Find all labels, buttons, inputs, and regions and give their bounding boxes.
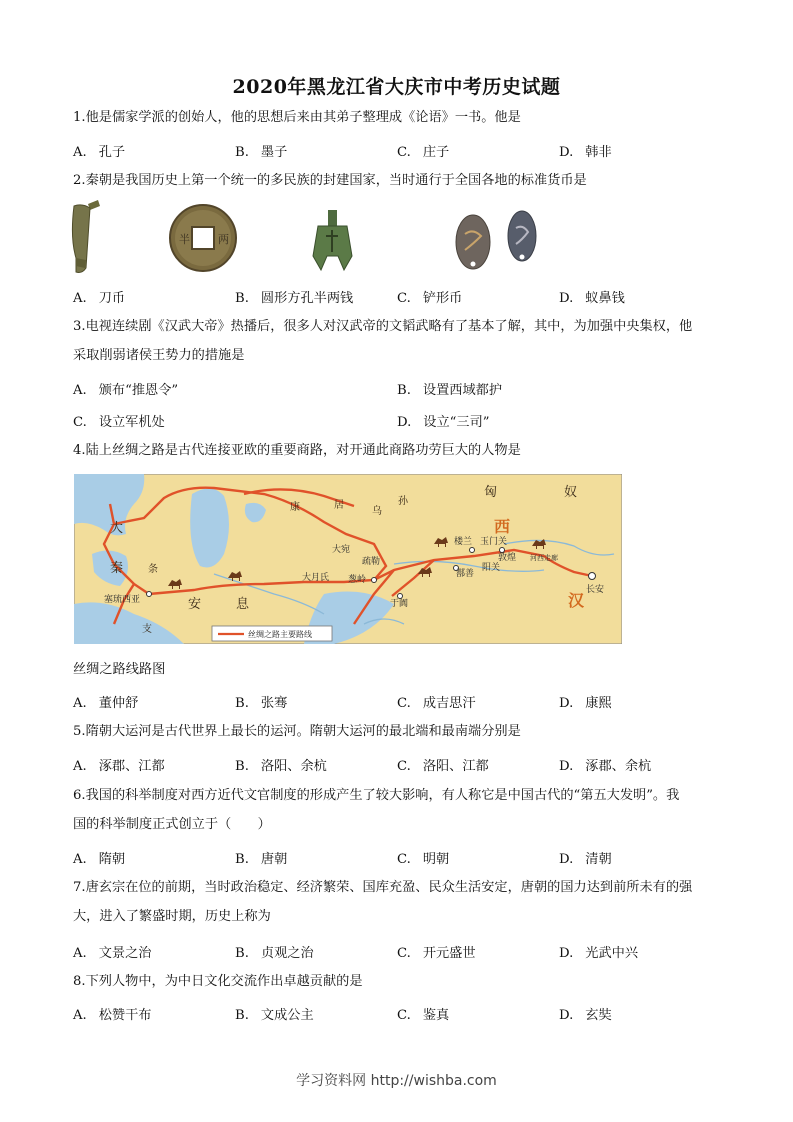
- svg-text:条: 条: [148, 564, 158, 575]
- option-a[interactable]: A. 刀币: [73, 291, 126, 306]
- question-6-stem: [73, 781, 723, 839]
- question-2-options: [73, 287, 723, 311]
- option-a[interactable]: A. 松赞干布: [73, 1008, 152, 1023]
- option-c[interactable]: C. 开元盛世: [397, 946, 476, 961]
- svg-text:玉门关: 玉门关: [480, 537, 508, 547]
- option-c[interactable]: C. 鉴真: [397, 1008, 450, 1023]
- svg-text:秦: 秦: [110, 561, 124, 576]
- svg-text:匈: 匈: [484, 485, 498, 500]
- ant-nose-coin-icon: [456, 211, 536, 269]
- svg-text:居: 居: [334, 500, 344, 511]
- page-title: 2020年黑龙江省大庆市中考历史试题: [232, 76, 561, 98]
- svg-text:奴: 奴: [564, 485, 578, 500]
- question-3-stem: [73, 312, 723, 370]
- option-a[interactable]: A. 文景之治: [73, 946, 152, 961]
- option-b[interactable]: B. 文成公主: [235, 1008, 314, 1023]
- silk-road-map: [74, 474, 622, 644]
- option-d[interactable]: D. 蚁鼻钱: [559, 291, 625, 306]
- option-b[interactable]: B. 张骞: [235, 696, 288, 711]
- map-caption: 丝绸之路线路图: [73, 662, 166, 677]
- option-a[interactable]: A. 孔子: [73, 145, 126, 160]
- map-label-han: 汉: [568, 591, 585, 610]
- question-8-options: [73, 1004, 723, 1028]
- question-6-options: [73, 848, 723, 872]
- option-a[interactable]: A. 董仲舒: [73, 696, 139, 711]
- option-c[interactable]: C. 成吉思汗: [397, 696, 476, 711]
- svg-text:阳关: 阳关: [482, 563, 501, 573]
- question-5-options: [73, 755, 723, 779]
- page-footer: 学习资料网 http://wishba.com: [296, 1073, 497, 1089]
- question-7-stem: [73, 873, 723, 931]
- option-b[interactable]: B. 洛阳、余杭: [235, 759, 327, 774]
- option-b[interactable]: B. 圆形方孔半两钱: [235, 291, 354, 306]
- svg-text:息: 息: [236, 597, 250, 612]
- svg-text:敦煌: 敦煌: [498, 553, 517, 563]
- svg-text:两: 两: [218, 233, 229, 246]
- question-3-options-row-2: [73, 411, 723, 435]
- option-b[interactable]: B. 设置西域都护: [397, 383, 503, 398]
- svg-text:大宛: 大宛: [332, 545, 351, 555]
- question-6-stem-line-2: 国的科举制度正式创立于（ ）: [73, 817, 271, 832]
- map-legend: [212, 626, 332, 641]
- option-a[interactable]: A. 隋朝: [73, 852, 126, 867]
- svg-text:塞琉西亚: 塞琉西亚: [104, 595, 141, 605]
- question-7-stem-line-2: 大，进入了繁盛时期，历史上称为: [73, 909, 271, 924]
- option-d[interactable]: D. 康熙: [559, 696, 612, 711]
- svg-text:康: 康: [290, 502, 300, 513]
- knife-coin-icon: [72, 200, 100, 273]
- spade-coin-icon: [313, 210, 352, 270]
- svg-text:于阗: 于阗: [390, 599, 409, 609]
- option-c[interactable]: C. 明朝: [397, 852, 450, 867]
- question-7-options: [73, 942, 723, 966]
- svg-text:乌: 乌: [372, 506, 382, 517]
- option-c[interactable]: C. 设立军机处: [73, 415, 165, 430]
- question-1-options: [73, 141, 723, 165]
- svg-text:大: 大: [110, 521, 124, 536]
- option-d[interactable]: D. 设立“三司”: [397, 415, 490, 430]
- option-d[interactable]: D. 玄奘: [559, 1008, 612, 1023]
- question-1-stem: 1.他是儒家学派的创始人，他的思想后来由其弟子整理成《论语》一书。他是: [73, 110, 521, 125]
- option-a[interactable]: A. 涿郡、江都: [73, 759, 165, 774]
- svg-text:葱岭: 葱岭: [348, 575, 367, 585]
- option-c[interactable]: C. 庄子: [397, 145, 450, 160]
- svg-text:鄯善: 鄯善: [456, 569, 475, 579]
- svg-text:楼兰: 楼兰: [454, 537, 473, 547]
- svg-text:大月氏: 大月氏: [302, 573, 330, 583]
- question-4-options: [73, 692, 723, 716]
- map-label-xi: 西: [494, 517, 511, 536]
- svg-text:安: 安: [188, 597, 202, 612]
- option-d[interactable]: D. 光武中兴: [559, 946, 639, 961]
- option-d[interactable]: D. 韩非: [559, 145, 612, 160]
- option-a[interactable]: A. 颁布“推恩令”: [73, 383, 179, 398]
- coin-images: [60, 198, 560, 280]
- question-3-stem-line-2: 采取削弱诸侯王势力的措施是: [73, 348, 245, 363]
- svg-text:半: 半: [179, 233, 190, 246]
- question-2-stem: 2.秦朝是我国历史上第一个统一的多民族的封建国家，当时通行于全国各地的标准货币是: [73, 173, 587, 188]
- svg-text:河西走廊: 河西走廊: [530, 554, 558, 562]
- option-d[interactable]: D. 清朝: [559, 852, 612, 867]
- question-3-options-row-1: [73, 379, 723, 403]
- option-b[interactable]: B. 贞观之治: [235, 946, 314, 961]
- option-d[interactable]: D. 涿郡、余杭: [559, 759, 652, 774]
- svg-text:孙: 孙: [398, 496, 408, 507]
- svg-text:丝绸之路主要路线: 丝绸之路主要路线: [248, 630, 312, 639]
- option-c[interactable]: C. 洛阳、江都: [397, 759, 489, 774]
- option-b[interactable]: B. 墨子: [235, 145, 288, 160]
- question-8-stem: 8.下列人物中，为中日文化交流作出卓越贡献的是: [73, 974, 363, 989]
- option-c[interactable]: C. 铲形币: [397, 291, 463, 306]
- round-coin-icon: [170, 205, 236, 271]
- svg-text:疏勒: 疏勒: [362, 557, 381, 567]
- question-4-stem: 4.陆上丝绸之路是古代连接亚欧的重要商路，对开通此商路功劳巨大的人物是: [73, 443, 521, 458]
- option-b[interactable]: B. 唐朝: [235, 852, 288, 867]
- question-3-stem-line-1: 3.电视连续剧《汉武大帝》热播后，很多人对汉武帝的文韬武略有了基本了解，其中，为加强中央集权，他: [73, 319, 693, 334]
- question-5-stem: 5.隋朝大运河是古代世界上最长的运河。隋朝大运河的最北端和最南端分别是: [73, 724, 521, 739]
- question-6-stem-line-1: 6.我国的科举制度对西方近代文官制度的形成产生了较大影响，有人称它是中国古代的“第五大发明”。我: [73, 788, 680, 803]
- question-7-stem-line-1: 7.唐玄宗在位的前期，当时政治稳定、经济繁荣、国库充盈、民众生活安定，唐朝的国力达到前所未有的强: [73, 880, 693, 895]
- svg-text:支: 支: [142, 624, 152, 635]
- svg-text:长安: 长安: [586, 585, 605, 595]
